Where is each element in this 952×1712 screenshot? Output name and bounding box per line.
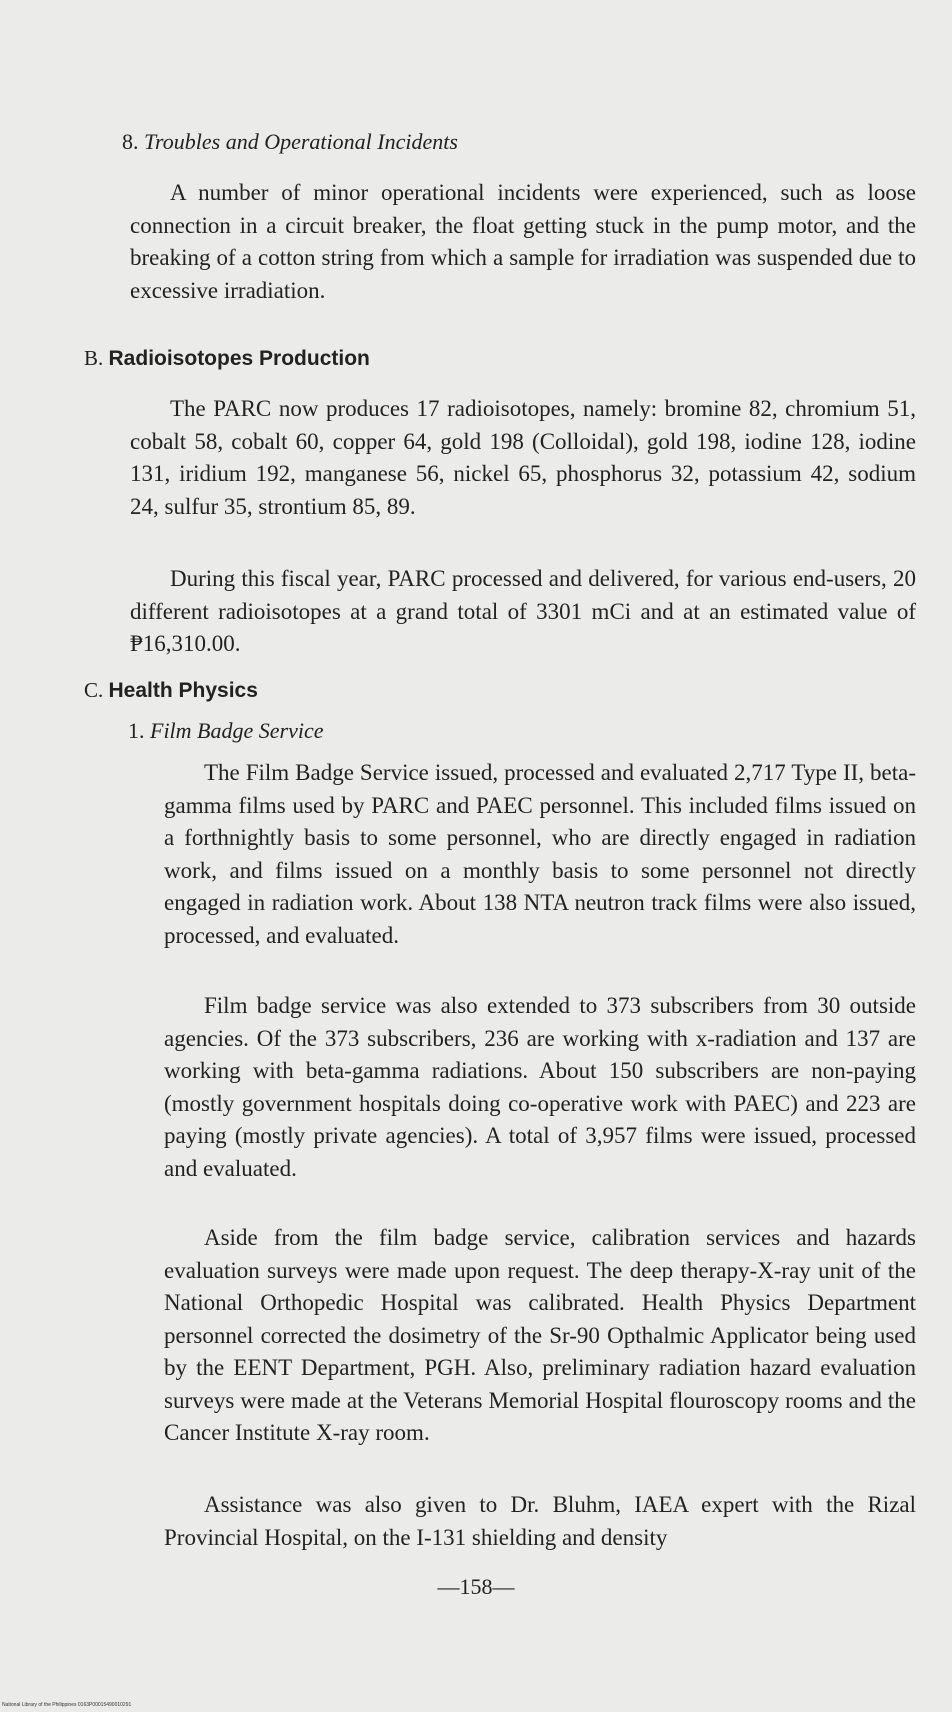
- troubles-title: Troubles and Operational Incidents: [144, 129, 458, 154]
- radioisotopes-paragraph-1: The PARC now produces 17 radioisotopes, namely: bromine 82, chromium 51, cobalt 58, cobalt 60, copper 64, gold 198 (Colloidal), gold 198, iodine 128, iodine 131, iridium 192, manganese 56, nickel 65, phosphorus 32, potassium 42, sodium 24, sulfur 35, strontium 85, 89.: [130, 396, 916, 519]
- film-badge-title: Film Badge Service: [150, 718, 324, 743]
- radioisotopes-title: Radioisotopes Production: [108, 347, 370, 370]
- film-badge-paragraph-3: Aside from the film badge service, calibration services and hazards evaluation surveys were made upon request. The deep therapy-X-ray unit of the National Orthopedic Hospital was calibrated. Health Physics Department personnel corrected the dosimetry of the Sr-90 Opthalmic Applicator being used by the EENT Department, PGH. Also, preliminary radiation hazard evaluation surveys were made at the Veterans Memorial Hospital flouroscopy rooms and the Cancer Institute X-ray room.: [164, 1225, 916, 1445]
- film-badge-paragraph-1: The Film Badge Service issued, processed and evaluated 2,717 Type II, beta-gamma films used by PARC and PAEC personnel. This included films issued on a forthnightly basis to some personnel, who are directly engaged in radiation work, and films issued on a monthly basis to some personnel not directly engaged in radiation work. About 138 NTA neutron track films were also issued, processed, and evaluated.: [164, 760, 916, 948]
- source-watermark: National Library of the Philippines 0163P00015490010291: [2, 1702, 132, 1708]
- film-badge-paragraph-2: Film badge service was also extended to 373 subscribers from 30 outside agencies. Of the 373 subscribers, 236 are working with x-radiation and 137 are working with beta-gamma radiations. About 150 subscribers are non-paying (mostly government hospitals doing co-operative work with PAEC) and 223 are paying (mostly private agencies). A total of 3,957 films were issued, processed and evaluated.: [164, 993, 916, 1181]
- film-badge-paragraph-4: Assistance was also given to Dr. Bluhm, IAEA expert with the Rizal Provincial Hospital, on the I-131 shielding and density: [164, 1492, 916, 1550]
- health-physics-title: Health Physics: [108, 679, 258, 702]
- radioisotopes-heading: [84, 343, 370, 374]
- radioisotopes-letter: B.: [84, 346, 104, 370]
- health-physics-heading: [84, 675, 258, 706]
- troubles-paragraph: A number of minor operational incidents were experienced, such as loose connection in a circuit breaker, the float getting stuck in the pump motor, and the breaking of a cotton string from which a sample for irradiation was suspended due to excessive irradiation.: [130, 180, 916, 303]
- film-badge-number: 1.: [128, 718, 145, 743]
- radioisotopes-paragraph-2: During this fiscal year, PARC processed and delivered, for various end-users, 20 different radioisotopes at a grand total of 3301 mCi and at an estimated value of ₱16,310.00.: [130, 566, 916, 656]
- page-number: —158—: [437, 1574, 515, 1599]
- troubles-number: 8.: [122, 129, 139, 154]
- film-badge-heading: [128, 716, 324, 746]
- health-physics-letter: C.: [84, 678, 104, 702]
- troubles-heading: [122, 127, 458, 157]
